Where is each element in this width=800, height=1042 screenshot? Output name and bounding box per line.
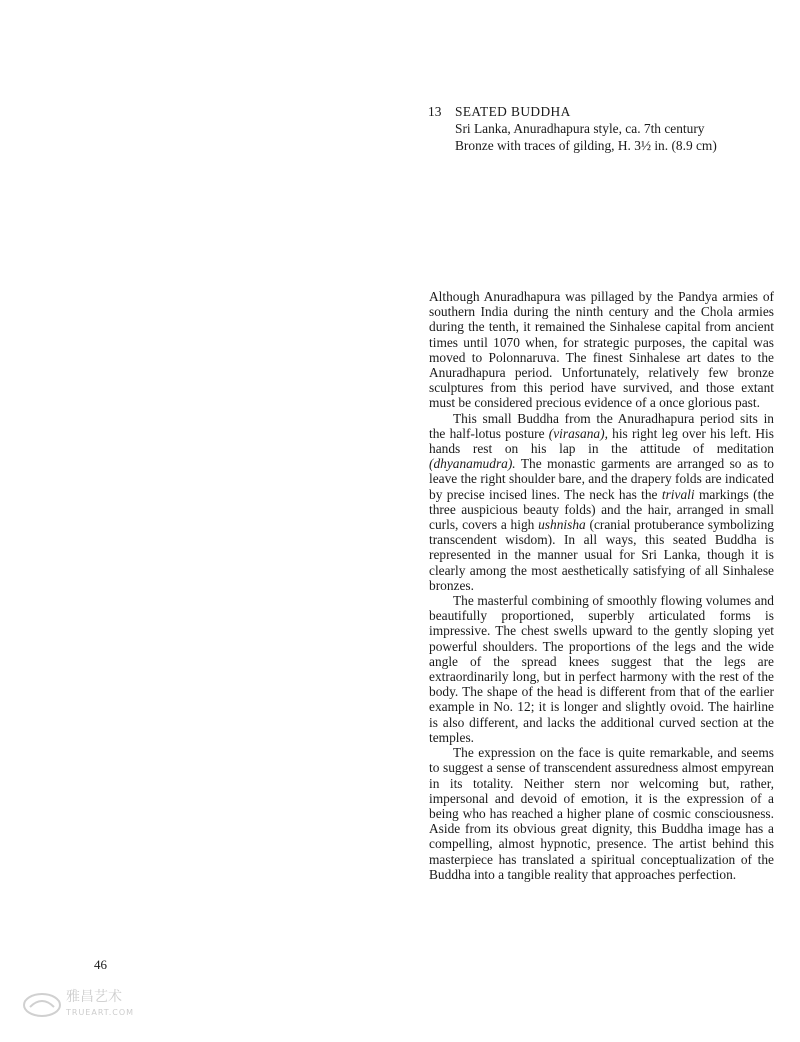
paragraph-4: The expression on the face is quite remarkable, and seems to suggest a sense of transcendent assuredness almost empyrean in its totality. Neither stern nor welcoming but, rather, impersonal and devoid of emotion, it is the expression of a being who has reached a higher plane of cosmic consciousness. Aside from its obvious great dignity, this Buddha image has a compelling, almost hypnotic, presence. The artist behind this masterpiece has translated a spiritual conceptualization of the Buddha into a tangible reality that approaches perfection. bbox=[429, 745, 774, 882]
watermark-url: TRUEART.COM bbox=[66, 1008, 135, 1017]
artwork-medium: Bronze with traces of gilding, H. 3½ in. (8.9 cm) bbox=[455, 138, 717, 153]
watermark-logo-icon bbox=[22, 990, 62, 1020]
caption-lines bbox=[455, 103, 758, 154]
caption-title-row bbox=[428, 103, 758, 154]
paragraph-2-text-1: This small Buddha from the Anuradhapura period sits in the half-lotus posture bbox=[429, 410, 774, 441]
artwork-origin: Sri Lanka, Anuradhapura style, ca. 7th century bbox=[455, 121, 705, 136]
paragraph-1: Although Anuradhapura was pillaged by the Pandya armies of southern India during the ninth century and the Chola armies during the tenth, it remained the Sinhalese capital from ancient times until 1070 when, for strategic purposes, the capital was moved to Polonnaruva. The finest Sinhalese art dates to the Anuradhapura period. Unfortunately, relatively few bronze sculptures from this period have survived, and those extant must be considered precious evidence of a once glorious past. bbox=[429, 289, 774, 411]
artwork-title: SEATED BUDDHA bbox=[455, 104, 571, 119]
paragraph-2-text-4: markings (the three auspicious beauty folds) and the hair, arranged in small curls, covers a high bbox=[429, 486, 774, 533]
term-trivali: trivali bbox=[661, 486, 695, 502]
paragraph-2-text-2: his right leg over his left. His hands rest on his lap in the attitude of meditation bbox=[429, 425, 774, 457]
catalog-caption bbox=[428, 103, 758, 154]
catalog-number: 13 bbox=[428, 104, 442, 119]
paragraph-2-text-5: (cranial protuberance symbolizing transcendent wisdom). In all ways, this seated Buddha is represented in the manner usual for Sri Lanka, though it is clearly among the most aesthetically satisfying of all Sinhalese bronzes. bbox=[429, 517, 774, 593]
paragraph-2-text-3: The monastic garments are arranged so as to leave the right shoulder bare, and the drapery folds are indicated by precise incised lines. The neck has the bbox=[429, 456, 774, 502]
paragraph-3: The masterful combining of smoothly flowing volumes and beautifully proportioned, superbly articulated forms is impressive. The chest swells upward to the gently sloping yet powerful shoulders. The proportions of the legs and the wide angle of the spread knees suggest that the legs are extraordinarily long, but in perfect harmony with the rest of the body. The shape of the head is different from that of the earlier example in No. 12; it is longer and slightly ovoid. The hairline is also different, and lacks the additional curved section at the temples. bbox=[429, 593, 774, 745]
term-ushnisha: ushnisha bbox=[538, 517, 586, 533]
watermark bbox=[22, 990, 134, 1020]
watermark-text bbox=[66, 990, 134, 1020]
essay-body bbox=[429, 289, 774, 882]
term-dhyanamudra: (dhyanamudra). bbox=[429, 456, 516, 472]
page-number: 46 bbox=[94, 957, 107, 972]
watermark-name: 雅昌艺术 bbox=[66, 989, 122, 1005]
term-virasana: (virasana), bbox=[548, 425, 608, 441]
paragraph-2 bbox=[429, 411, 774, 593]
